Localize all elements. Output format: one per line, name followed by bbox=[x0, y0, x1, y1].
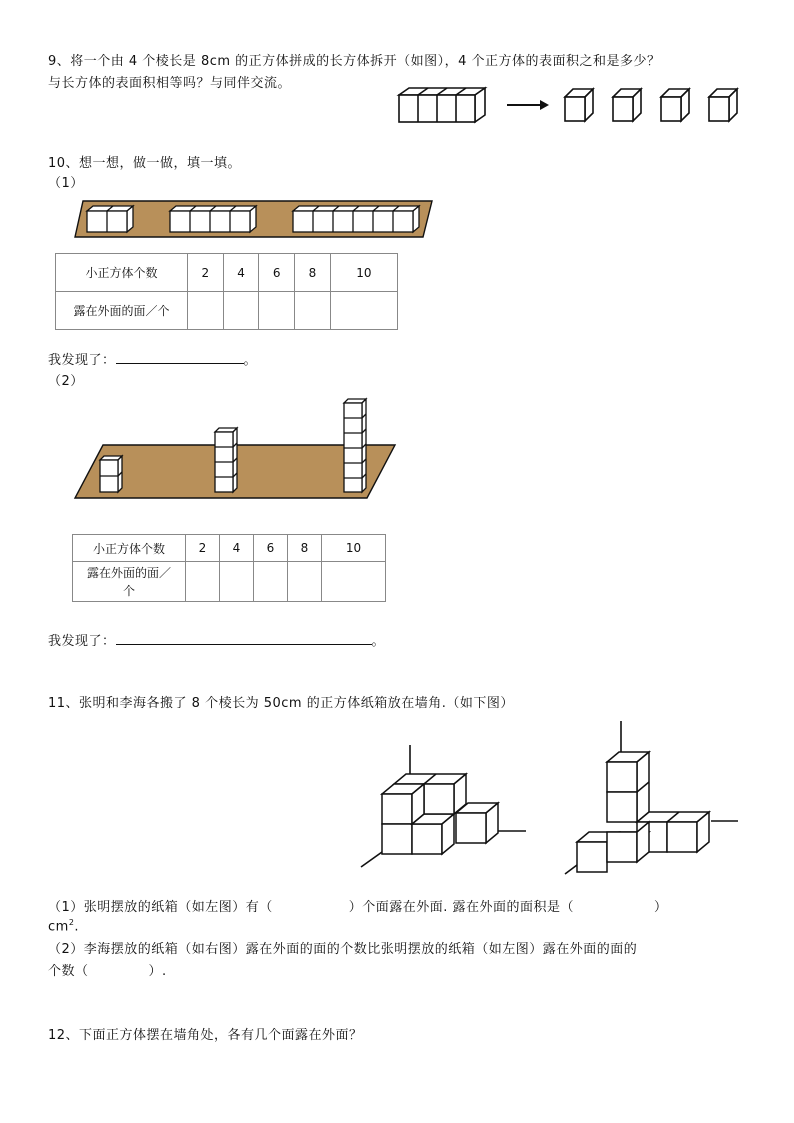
q10-found2 bbox=[48, 630, 385, 649]
q11-s1 bbox=[48, 896, 668, 915]
q11-s1-unit-line bbox=[48, 918, 79, 934]
table1-value: 4 bbox=[223, 254, 259, 292]
q10-part2-label: （2） bbox=[48, 374, 84, 389]
table2-header-faces-b: 个 bbox=[122, 583, 135, 598]
table2-value: 2 bbox=[186, 535, 220, 562]
table1-value: 2 bbox=[188, 254, 224, 292]
q9-figure bbox=[395, 85, 745, 125]
q11-unit-sup: 2 bbox=[68, 918, 75, 927]
table2-value: 10 bbox=[321, 535, 385, 562]
table2-answer-cell[interactable] bbox=[321, 562, 385, 602]
q10-table1 bbox=[55, 253, 398, 330]
single-cubes bbox=[565, 89, 737, 121]
q10-title: 10、想一想，做一做，填一填。 bbox=[48, 156, 242, 171]
q10-board-stacks bbox=[75, 398, 400, 500]
q10-table2 bbox=[72, 534, 386, 602]
found1-end: 。 bbox=[243, 353, 258, 368]
found2-blank[interactable] bbox=[116, 632, 372, 645]
table2-header-count: 小正方体个数 bbox=[73, 535, 186, 562]
q12-title: 12、下面正方体摆在墙角处，各有几个面露在外面？ bbox=[48, 1028, 363, 1043]
table1-value: 8 bbox=[295, 254, 331, 292]
q11-right-figure bbox=[563, 718, 743, 878]
table2-answer-cell[interactable] bbox=[186, 562, 220, 602]
q11-title: 11、张明和李海各搬了 8 个棱长为 50cm 的正方体纸箱放在墙角.（如下图） bbox=[48, 696, 514, 711]
q9-line1: 9、将一个由 4 个棱长是 8cm 的正方体拼成的长方体拆开（如图），4 个正方体的表面积之和是多少？ bbox=[48, 54, 661, 69]
table1-header-count: 小正方体个数 bbox=[56, 254, 188, 292]
q11-unit-end: . bbox=[74, 919, 80, 935]
arrow-icon bbox=[507, 100, 549, 110]
table1-header-faces: 露在外面的面／个 bbox=[56, 292, 188, 330]
table2-header-faces-a: 露在外面的面／ bbox=[86, 565, 171, 580]
table2-header-faces bbox=[73, 562, 186, 602]
q11-s2-line1: （2）李海摆放的纸箱（如右图）露在外面的面的个数比张明摆放的纸箱（如左图）露在外面的面的 bbox=[48, 942, 638, 957]
table1-value: 10 bbox=[330, 254, 397, 292]
table1-answer-cell[interactable] bbox=[259, 292, 295, 330]
found1-blank[interactable] bbox=[116, 351, 244, 364]
table1-answer-cell[interactable] bbox=[223, 292, 259, 330]
q10-board-horizontal bbox=[75, 195, 435, 240]
q11-s1-a: （1）张明摆放的纸箱（如左图）有（ bbox=[48, 900, 273, 915]
table1-answer-cell[interactable] bbox=[188, 292, 224, 330]
table2-answer-cell[interactable] bbox=[287, 562, 321, 602]
q10-part1-label: （1） bbox=[48, 176, 84, 191]
table2-value: 6 bbox=[253, 535, 287, 562]
table2-answer-cell[interactable] bbox=[219, 562, 253, 602]
found2-label: 我发现了： bbox=[48, 634, 116, 649]
long-cuboid bbox=[399, 88, 485, 122]
found2-end: 。 bbox=[371, 634, 386, 649]
table2-value: 8 bbox=[287, 535, 321, 562]
q11-left-figure bbox=[358, 742, 528, 870]
q11-unit: cm bbox=[48, 919, 69, 935]
table1-answer-cell[interactable] bbox=[330, 292, 397, 330]
table1-value: 6 bbox=[259, 254, 295, 292]
table2-value: 4 bbox=[219, 535, 253, 562]
q9-line2: 与长方体的表面积相等吗？与同伴交流。 bbox=[48, 76, 292, 91]
q11-s1-c: ） bbox=[654, 900, 668, 915]
q11-s2-b: 个数（ bbox=[48, 964, 89, 979]
q10-found1 bbox=[48, 349, 257, 368]
table2-answer-cell[interactable] bbox=[253, 562, 287, 602]
q11-s2-line2 bbox=[48, 960, 167, 979]
found1-label: 我发现了： bbox=[48, 353, 116, 368]
table1-answer-cell[interactable] bbox=[295, 292, 331, 330]
q11-s1-b: ）个面露在外面. 露在外面的面积是（ bbox=[348, 900, 575, 915]
q11-s2-c: ）. bbox=[148, 964, 167, 979]
